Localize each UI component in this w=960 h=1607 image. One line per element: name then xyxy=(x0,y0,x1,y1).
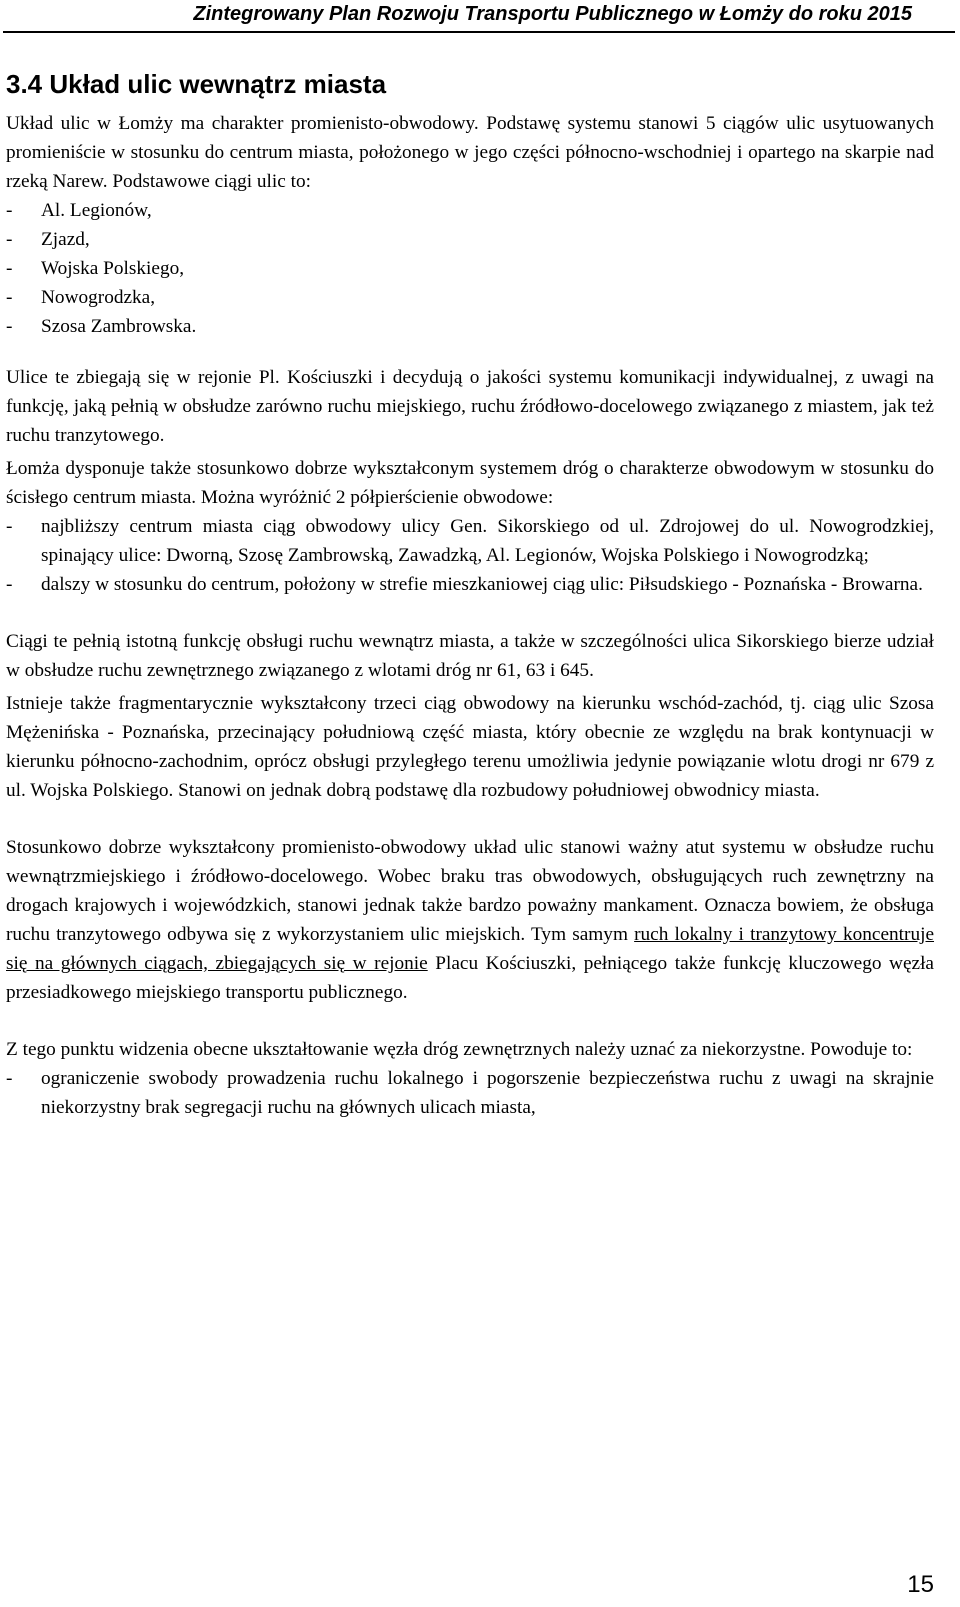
paragraph-ring-function: Ciągi te pełnią istotną funkcję obsługi ruchu wewnątrz miasta, a także w szczególności ulica Sikorskiego bierze udział w obsłudze ruchu zewnętrznego związanego z wlotami dróg nr 61, 63 i 645. xyxy=(6,631,934,681)
list-item xyxy=(6,254,934,283)
section-heading: 3.4 Układ ulic wewnątrz miasta xyxy=(6,69,387,99)
running-header: Zintegrowany Plan Rozwoju Transportu Publicznego w Łomży do roku 2015 xyxy=(193,3,912,25)
paragraph-text: Placu Kościuszki, pełniącego także funkcję kluczowego węzła przesiadkowego miejskiego transportu publicznego. xyxy=(6,953,934,1003)
list-item xyxy=(6,312,934,341)
paragraph-system-assessment xyxy=(6,833,934,1007)
paragraph-third-ring: Istnieje także fragmentarycznie wykształcony trzeci ciąg obwodowy na kierunku wschód-zachód, tj. ciąg ulic Szosa Mężenińska - Poznańska, przecinający południową część miasta, który obecnie ze względu na brak kontynuacji w kierunku północno-zachodnim, oprócz obsługi przyległego terenu umożliwia jedynie powiązanie wlotu drogi nr 679 z ul. Wojska Polskiego. Stanowi on jednak dobrą podstawę dla rozbudowy południowej obwodnicy miasta. xyxy=(6,693,934,801)
spacer xyxy=(6,341,934,363)
radial-streets-list xyxy=(6,196,934,341)
list-item-text: Zjazd, xyxy=(41,229,90,250)
list-dash: - xyxy=(6,574,13,595)
list-item-text: Szosa Zambrowska. xyxy=(41,316,197,337)
list-item xyxy=(6,1064,934,1122)
ring-roads-list xyxy=(6,512,934,599)
document-body xyxy=(6,109,934,1122)
list-item-text: Nowogrodzka, xyxy=(41,287,156,308)
list-dash: - xyxy=(6,258,13,279)
list-dash: - xyxy=(6,316,13,337)
list-item-text: dalszy w stosunku do centrum, położony w strefie mieszkaniowej ciąg ulic: Piłsudskiego - Poznańska - Browarna. xyxy=(41,574,923,595)
paragraph-intro: Układ ulic w Łomży ma charakter promienisto-obwodowy. Podstawę systemu stanowi 5 ciągów ulic usytuowanych promieniście w stosunku do centrum miasta, położonego w jego części północno-wschodniej i opartego na skarpie nad rzeką Narew. Podstawowe ciągi ulic to: xyxy=(6,113,934,192)
list-dash: - xyxy=(6,1068,13,1089)
list-dash: - xyxy=(6,516,13,537)
page-number: 15 xyxy=(907,1571,934,1598)
list-item-text: ograniczenie swobody prowadzenia ruchu lokalnego i pogorszenie bezpieczeństwa ruchu z uwagi na skrajnie niekorzystny brak segregacji ruchu na głównych ulicach miasta, xyxy=(41,1068,934,1118)
spacer xyxy=(6,599,934,627)
underlined-text: ruch lokalny i tranzytowy koncentruje się na głównych ciągach, zbiegających się w rejonie xyxy=(6,924,935,974)
spacer xyxy=(6,1007,934,1035)
list-item-text: Wojska Polskiego, xyxy=(41,258,185,279)
list-dash: - xyxy=(6,287,13,308)
paragraph-ring-roads: Łomża dysponuje także stosunkowo dobrze wykształconym systemem dróg o charakterze obwodowym w stosunku do ścisłego centrum miasta. Można wyróżnić 2 półpierścienie obwodowe: xyxy=(6,458,934,508)
list-item xyxy=(6,196,934,225)
list-item-text: Al. Legionów, xyxy=(41,200,152,221)
list-dash: - xyxy=(6,229,13,250)
list-item-text: najbliższy centrum miasta ciąg obwodowy ulicy Gen. Sikorskiego od ul. Zdrojowej do ul. Nowogrodzkiej, spinający ulice: Dworną, Szosę Zambrowską, Zawadzką, Al. Legionów, Wojska Polskiego i Nowogrodzką; xyxy=(41,516,934,566)
effects-list xyxy=(6,1064,934,1122)
list-item xyxy=(6,512,934,570)
list-item xyxy=(6,225,934,254)
paragraph-streets-converge: Ulice te zbiegają się w rejonie Pl. Kościuszki i decydują o jakości systemu komunikacji indywidualnej, z uwagi na funkcję, jaką pełnią w obsłudze zarówno ruchu miejskiego, ruchu źródłowo-docelowego związanego z miastem, jak też ruchu tranzytowego. xyxy=(6,367,934,446)
list-item xyxy=(6,283,934,312)
spacer xyxy=(6,805,934,833)
paragraph-text: Stosunkowo dobrze wykształcony promienisto-obwodowy układ ulic stanowi ważny atut systemu w obsłudze ruchu wewnątrzmiejskiego i źródłowo-docelowego. Wobec braku tras obwodowych, obsługujących ruch zewnętrzny na drogach krajowych i wojewódzkich, stanowi jednak także bardzo poważny mankament. Oznacza bowiem, że obsługa ruchu tranzytowego odbywa się z wykorzystaniem ulic miejskich. Tym samym xyxy=(6,837,934,945)
list-dash: - xyxy=(6,200,13,221)
header-rule xyxy=(3,31,955,33)
paragraph-node-assessment: Z tego punktu widzenia obecne ukształtowanie węzła dróg zewnętrznych należy uznać za niekorzystne. Powoduje to: xyxy=(6,1039,913,1060)
list-item xyxy=(6,570,934,599)
